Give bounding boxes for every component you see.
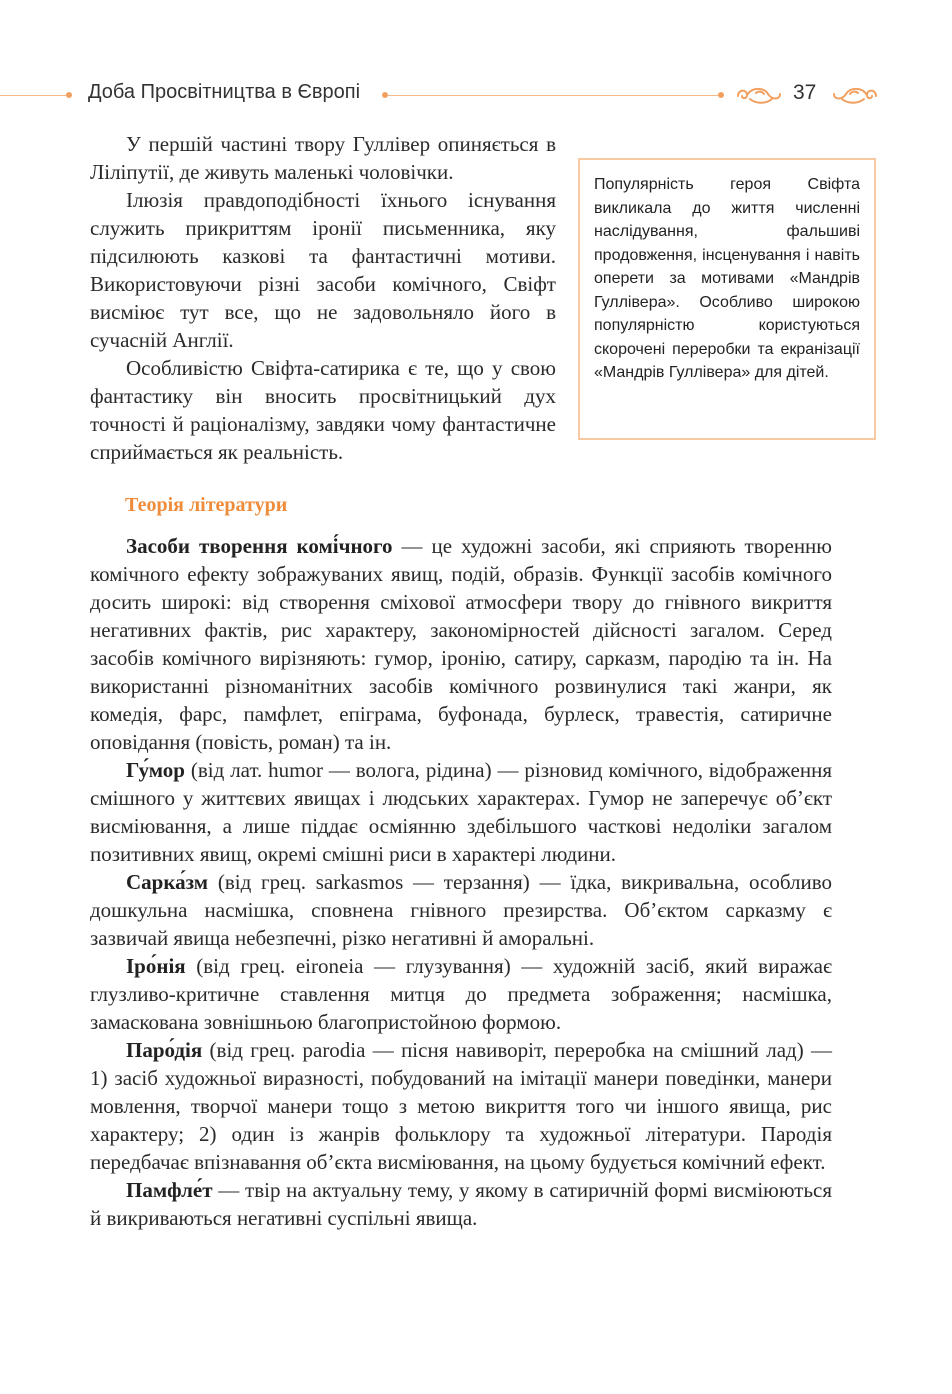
main-paragraph: У першій частині твору Гуллівер опиняється в Ліліпутії, де живуть маленькі чоловічки.	[90, 132, 556, 184]
sidebar-note-text: Популярність героя Свіфта викликала до життя численні наслідування, фальшиві продовження, інсценування і навіть оперети за мотивами «Мандрів Гуллівера». Особливо широкою популярністю користуються скорочені переробки та екранізації «Мандрів Гуллівера» для дітей.	[594, 176, 860, 381]
definition: — це художні засоби, які сприяють творенню комічного ефекту зображуваних явищ, подій, образів. Функції засобів комічного досить широкі: від створення сміхової атмосфери твору до гнівного викриття негативних фактів, рис характеру, закономірностей дійсності загалом. Серед засобів комічного вирізняють: гумор, іронію, сатиру, сарказм, пародію та ін. На використанні різноманітних засобів комічного розвинулися такі жанри, як комедія, фарс, памфлет, епіграма, буфонада, бурлеск, травестія, сатиричне оповідання (повість, роман) та ін.	[90, 534, 832, 754]
running-header	[0, 76, 952, 114]
page-number: 37	[793, 81, 817, 104]
definition: (від грец. eironeia — глузування) — художній засіб, який виражає глузливо-критичне ставлення митця до предмета зображення; насмішка, замаскована зовнішньою благопристойною формою.	[90, 954, 832, 1034]
theory-entry	[90, 756, 832, 868]
main-text-column	[90, 130, 556, 466]
theory-section	[90, 532, 832, 1232]
main-paragraph: Ілюзія правдоподібності їхнього існування служить прикриттям іронії письменника, яку підсилюють казкові та фантастичні мотиви. Використовуючи різні засоби комічного, Свіфт висміює тут все, що не задовольняло його в сучасній Англії.	[90, 188, 556, 352]
theory-entry	[90, 868, 832, 952]
theory-entry	[90, 1176, 832, 1232]
definition: (від лат. humor — волога, рідина) — різновид комічного, відображення смішного у життєвих явищах і людських характерах. Гумор не заперечує об’єкт висміювання, а лише піддає осміянню здебільшого часткові недоліки загалом позитивних явищ, окремі смішні риси в характері людини.	[90, 758, 832, 866]
header-rule-middle	[388, 95, 720, 96]
term: Іро́нія	[126, 954, 186, 978]
theory-section-title: Теорія літератури	[125, 494, 288, 516]
term: Гу́мор	[126, 758, 185, 782]
scroll-ornament-icon	[734, 82, 784, 108]
running-title: Доба Просвітництва в Європі	[88, 81, 361, 103]
term: Памфле́т	[126, 1178, 213, 1202]
header-dot-left	[66, 92, 72, 98]
definition: — твір на актуальну тему, у якому в сатиричній формі висміюються й викриваються негативні суспільні явища.	[90, 1178, 832, 1230]
term: Паро́дія	[126, 1038, 203, 1062]
term: Сарка́зм	[126, 870, 209, 894]
sidebar-note-box	[578, 158, 876, 440]
theory-entry	[90, 1036, 832, 1176]
theory-entry	[90, 952, 832, 1036]
definition: (від грец. sarkasmos — терзання) — їдка, викривальна, особливо дошкульна насмішка, сповнена гнівного презирства. Об’єктом сарказму є зазвичай явища небезпечні, різко негативні й аморальні.	[90, 870, 832, 950]
scroll-ornament-icon-right	[830, 82, 880, 108]
theory-entry	[90, 532, 832, 756]
header-rule-left	[0, 95, 68, 96]
main-paragraph: Особливістю Свіфта-сатирика є те, що у свою фантастику він вносить просвітницький дух точності й раціоналізму, завдяки чому фантастичне сприймається як реальність.	[90, 356, 556, 464]
header-dot-right	[718, 92, 724, 98]
term: Засоби творення комі́чного	[126, 534, 393, 558]
definition: (від грец. parodia — пісня навиворіт, переробка на смішний лад) — 1) засіб художньої виразності, побудований на імітації манери поведінки, манери мовлення, творчої манери тощо з метою викриття того чи іншого явища, рис характеру; 2) один із жанрів фольклору та художньої літератури. Пародія передбачає впізнавання об’єкта висміювання, на цьому будується комічний ефект.	[90, 1038, 832, 1174]
